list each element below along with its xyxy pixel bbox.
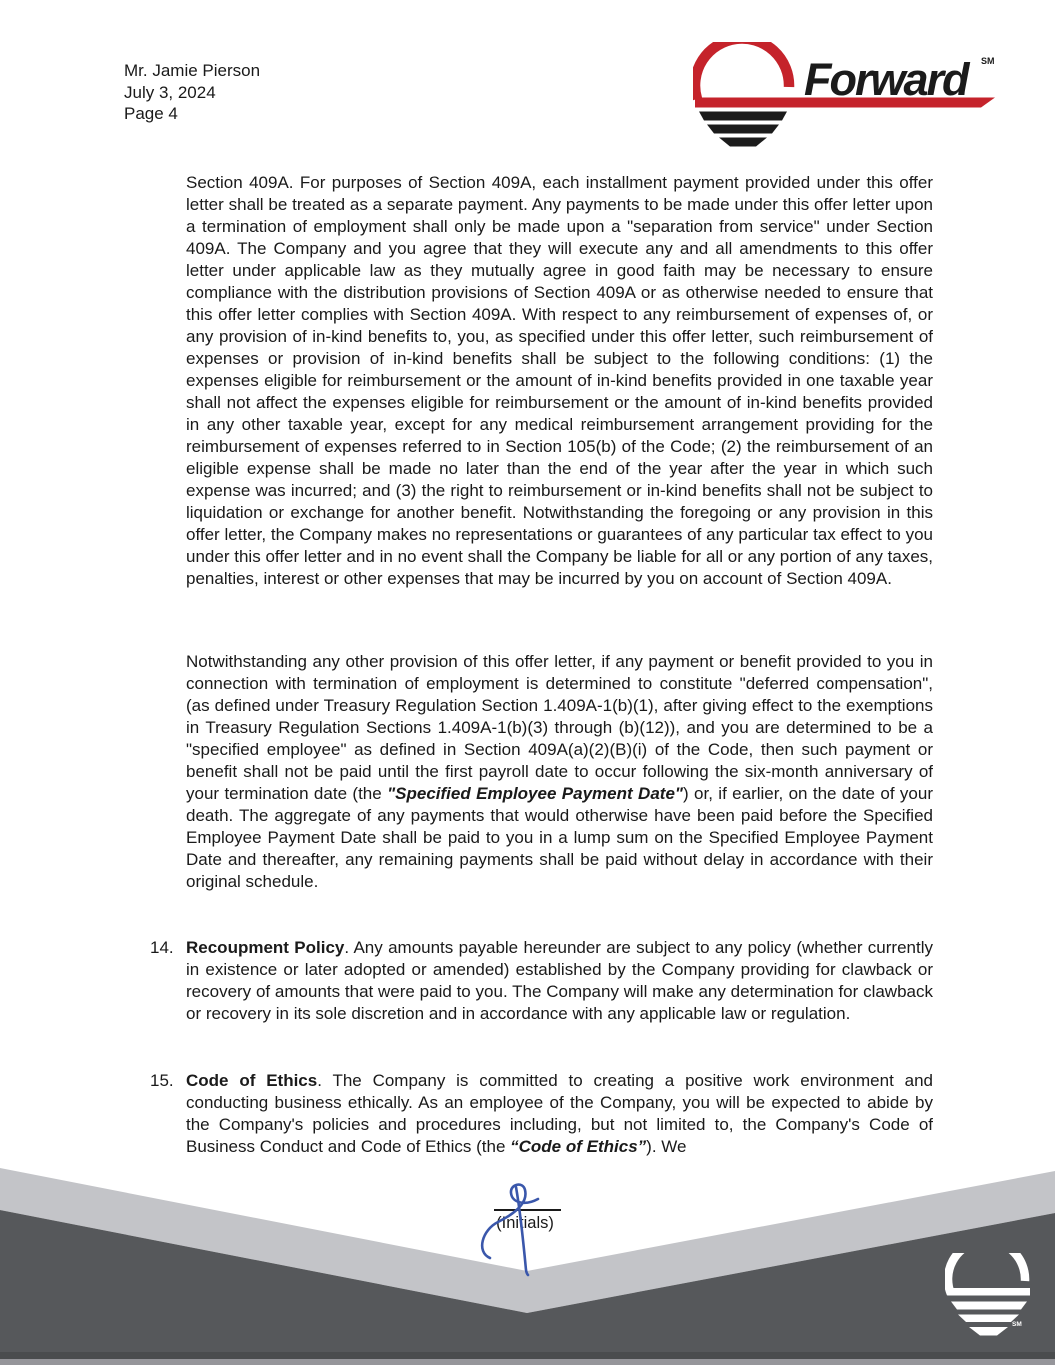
letter-date: July 3, 2024	[124, 82, 216, 102]
initials-label: (Initials)	[496, 1214, 554, 1232]
item-number: 14.	[150, 938, 174, 957]
item-title-code-of-ethics: Code of Ethics	[186, 1071, 318, 1090]
forward-logo	[693, 42, 1003, 150]
recipient-name: Mr. Jamie Pierson	[124, 61, 261, 80]
item-text: . Any amounts payable hereunder are subject to any policy (whether currently in existence or later adopted or amended) established by the Company providing for clawback or recovery of amounts that were paid to you. The Company will make any determination for clawback or recovery in its sole discretion and in accordance with any applicable law or regulation.	[186, 938, 933, 1023]
handwritten-initials-signature	[468, 1178, 578, 1278]
defined-term-specified-employee-payment-date: "Specified Employee Payment Date"	[387, 784, 683, 803]
forward-sun-icon	[693, 42, 1003, 150]
page-number: Page 4	[124, 104, 178, 123]
item-number: 15.	[150, 1071, 174, 1090]
paragraph-text: Notwithstanding any other provision of this offer letter, if any payment or benefit provided to you in connection with termination of employment is determined to constitute "deferred compensation", (as defined under Treasury Regulation Section 1.409A-1(b)(1), after giving effect to the exemptions in Treasury Regulation Sections 1.409A-1(b)(3) through (b)(12)), and you are determined to be a "specified employee" as defined in Section 409A(a)(2)(B)(i) of the Code, then such payment or benefit shall not be paid until the first payroll date to occur following the six-month anniversary of your termination date (the	[186, 652, 933, 803]
item-title-recoupment-policy: Recoupment Policy	[186, 938, 345, 957]
item-text: ). We	[646, 1137, 687, 1156]
paragraph-text: ) or, if earlier, on the date of your death. The aggregate of any payments that would otherwise have been paid before the Specified Employee Payment Date shall be paid to you in a lump sum on the Specified Employee Payment Date and thereafter, any remaining payments shall be paid without delay in accordance with their original schedule.	[186, 784, 934, 891]
sun-icon-white	[945, 1253, 1035, 1345]
item-text: . The Company is committed to creating a positive work environment and conducting business ethically. As an employee of the Company, you will be expected to abide by the Company's policies and procedures including, but not limited to, the Company's Code of Business Conduct and Code of Ethics (the	[186, 1071, 933, 1156]
list-item-15	[150, 1070, 933, 1158]
forward-sun-mark-footer	[945, 1253, 1035, 1345]
recipient-block	[124, 60, 260, 125]
defined-term-code-of-ethics: “Code of Ethics”	[510, 1137, 647, 1156]
footer-bottom-line	[0, 1352, 1055, 1359]
forward-wordmark: Forward	[804, 54, 968, 105]
footer-bottom-strip	[0, 1359, 1055, 1365]
service-mark-footer: SM	[1012, 1321, 1022, 1328]
service-mark: SM	[981, 56, 995, 66]
list-item-14	[150, 937, 933, 1025]
paragraph-specified-employee	[186, 651, 933, 893]
paragraph-section-409a: Section 409A. For purposes of Section 409A, each installment payment provided under this offer letter shall be treated as a separate payment. Any payments to be made under this offer letter upon a termination of employment shall only be made upon a "separation from service" under Section 409A. The Company and you agree that they will execute any and all amendments to this offer letter under applicable law as they mutually agree in good faith may be necessary to ensure compliance with the distribution provisions of Section 409A or as otherwise needed to ensure that this offer letter complies with Section 409A. With respect to any reimbursement of expenses of, or any provision of in-kind benefits to, you, as specified under this offer letter, such reimbursement of expenses or provision of in-kind benefits shall be subject to the following conditions: (1) the expenses eligible for reimbursement or the amount of in-kind benefits provided in one taxable year shall not affect the expenses eligible for reimbursement or the amount of in-kind benefits provided in any other taxable year, except for any medical reimbursement arrangement providing for the reimbursement of expenses referred to in Section 105(b) of the Code; (2) the reimbursement of an eligible expense shall be made no later than the end of the year after the year in which such expense was incurred; and (3) the right to reimbursement or in-kind benefits shall not be subject to liquidation or exchange for another benefit. Notwithstanding the foregoing or any provision in this offer letter, the Company makes no representations or guarantees of any particular tax effect to you under this offer letter and in no event shall the Company be liable for all or any portion of any taxes, penalties, interest or other expenses that may be incurred by you on account of Section 409A.	[186, 173, 933, 588]
